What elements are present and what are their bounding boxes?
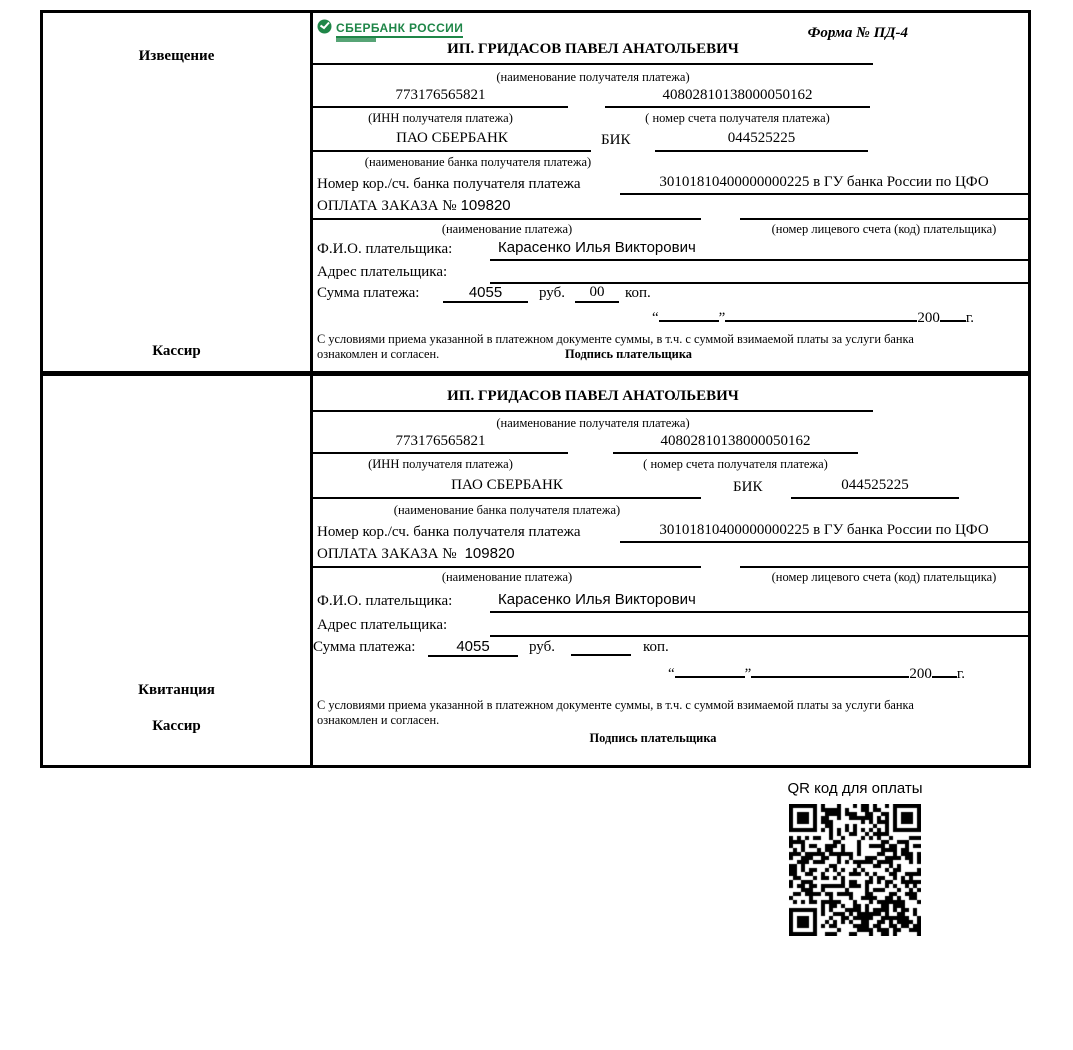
- sberbank-logo: [317, 19, 463, 42]
- bank-name-2: ПАО СБЕРБАНК: [313, 477, 701, 499]
- payee-caption-2: (наименование получателя платежа): [496, 416, 690, 430]
- date-day-blank: [659, 305, 719, 322]
- payment-form-pd4: [40, 10, 1031, 768]
- date-year-suffix: г.: [965, 310, 975, 326]
- receipt-label: Квитанция: [138, 682, 215, 698]
- bik-value: 044525225: [655, 130, 868, 152]
- date-day-blank-2: [675, 661, 745, 678]
- payment-caption: (наименование платежа): [441, 222, 573, 236]
- kop-label-2: коп.: [643, 639, 669, 655]
- payer-signature-label: Подпись плательщика: [565, 347, 692, 361]
- bik-label-2: БИК: [733, 479, 763, 495]
- date-open-quote: “: [652, 310, 659, 326]
- sberbank-emblem-icon: [317, 19, 332, 39]
- receipt-stub: [43, 376, 310, 765]
- notice-body: [313, 13, 1028, 371]
- date-line: [652, 305, 974, 327]
- qr-title: QR код для оплаты: [787, 780, 923, 797]
- date-close-quote-2: ”: [744, 666, 752, 682]
- payer-signature-label-2: Подпись плательщика: [589, 731, 717, 745]
- inn-caption-2: (ИНН получателя платежа): [368, 457, 513, 471]
- corr-account-value: 30101810400000000225 в ГУ банка России по ЦФО: [620, 174, 1028, 195]
- qr-block: [760, 780, 950, 936]
- personal-account-line-2: [740, 545, 1028, 568]
- payee-inn-value-2: 773176565821: [313, 433, 568, 454]
- payment-purpose-label-2: ОПЛАТА ЗАКАЗА №: [317, 546, 457, 562]
- rub-label-2: руб.: [529, 639, 555, 655]
- date-year-prefix: 200: [917, 310, 940, 326]
- sum-kop-value: 00: [575, 284, 619, 303]
- payee-account-value: 40802810138000050162: [605, 87, 870, 108]
- order-number-value-2: 109820: [464, 545, 515, 562]
- payee-inn-value: 773176565821: [313, 87, 568, 108]
- sum-rub-value: 4055: [443, 284, 528, 303]
- payer-fio-label-2: Ф.И.О. плательщика:: [317, 593, 453, 609]
- date-year-prefix-2: 200: [909, 666, 932, 682]
- bik-value-2: 044525225: [791, 477, 959, 499]
- sum-rub-value-2: 4055: [428, 638, 518, 657]
- corr-account-label: Номер кор./сч. банка получателя платежа: [317, 176, 581, 192]
- payment-caption-2: (наименование платежа): [441, 570, 573, 584]
- agreement-line1-2: С условиями приема указанной в платежном документе суммы, в т.ч. с суммой взимаемой платы за услуги банка: [317, 698, 914, 712]
- sum-label: Сумма платежа:: [317, 285, 420, 301]
- agreement-line1: С условиями приема указанной в платежном документе суммы, в т.ч. с суммой взимаемой платы за услуги банка: [317, 332, 914, 346]
- bik-label: БИК: [601, 132, 631, 148]
- account-caption-2: ( номер счета получателя платежа): [643, 457, 828, 471]
- date-open-quote-2: “: [668, 666, 675, 682]
- payer-address-label-2: Адрес плательщика:: [317, 617, 448, 633]
- cashier-label-notice: Кассир: [152, 343, 201, 359]
- sberbank-logo-text: СБЕРБАНК РОССИИ: [336, 21, 463, 38]
- personal-account-line: [740, 197, 1028, 220]
- form-number-label: Форма № ПД-4: [807, 25, 908, 41]
- date-line-2: [668, 661, 965, 683]
- payer-address-line: [490, 262, 1028, 284]
- date-month-blank-2: [751, 661, 909, 678]
- bank-caption: (наименование банка получателя платежа): [364, 155, 592, 169]
- receipt-body: [313, 376, 1028, 765]
- rub-label: руб.: [539, 285, 565, 301]
- corr-account-label-2: Номер кор./сч. банка получателя платежа: [317, 524, 581, 540]
- payee-name: ИП. ГРИДАСОВ ПАВЕЛ АНАТОЛЬЕВИЧ: [313, 41, 873, 65]
- sum-kop-blank-2: [571, 638, 631, 656]
- date-year-blank: [940, 305, 966, 322]
- date-year-suffix-2: г.: [956, 666, 966, 682]
- payer-fio-value: Карасенко Илья Викторович: [498, 239, 696, 256]
- corr-account-value-2: 30101810400000000225 в ГУ банка России по ЦФО: [620, 522, 1028, 543]
- personal-account-caption: (номер лицевого счета (код) плательщика): [771, 222, 997, 236]
- date-close-quote: ”: [718, 310, 726, 326]
- cashier-label-receipt: Кассир: [152, 718, 201, 734]
- bank-name: ПАО СБЕРБАНК: [313, 130, 591, 152]
- agreement-line2: ознакомлен и согласен.: [317, 347, 440, 361]
- order-number-value: 109820: [460, 197, 511, 214]
- personal-account-caption-2: (номер лицевого счета (код) плательщика): [771, 570, 997, 584]
- date-year-blank-2: [932, 661, 957, 678]
- payment-purpose-label: ОПЛАТА ЗАКАЗА №: [317, 198, 457, 214]
- payer-fio-value-2: Карасенко Илья Викторович: [498, 591, 696, 608]
- payee-caption: (наименование получателя платежа): [496, 70, 690, 84]
- inn-caption: (ИНН получателя платежа): [368, 111, 513, 125]
- notice-stub: [43, 13, 310, 371]
- sum-label-2: Сумма платежа:: [313, 639, 416, 655]
- kop-label: коп.: [625, 285, 651, 301]
- payer-address-label: Адрес плательщика:: [317, 264, 448, 280]
- payer-address-line-2: [490, 615, 1028, 637]
- payee-account-value-2: 40802810138000050162: [613, 433, 858, 454]
- qr-code: [789, 804, 921, 936]
- payer-fio-label: Ф.И.О. плательщика:: [317, 241, 453, 257]
- account-caption: ( номер счета получателя платежа): [645, 111, 830, 125]
- agreement-line2-2: ознакомлен и согласен.: [317, 713, 440, 727]
- payee-name-2: ИП. ГРИДАСОВ ПАВЕЛ АНАТОЛЬЕВИЧ: [313, 388, 873, 412]
- bank-caption-2: (наименование банка получателя платежа): [393, 503, 621, 517]
- notice-label: Извещение: [138, 48, 215, 64]
- date-month-blank: [725, 305, 917, 322]
